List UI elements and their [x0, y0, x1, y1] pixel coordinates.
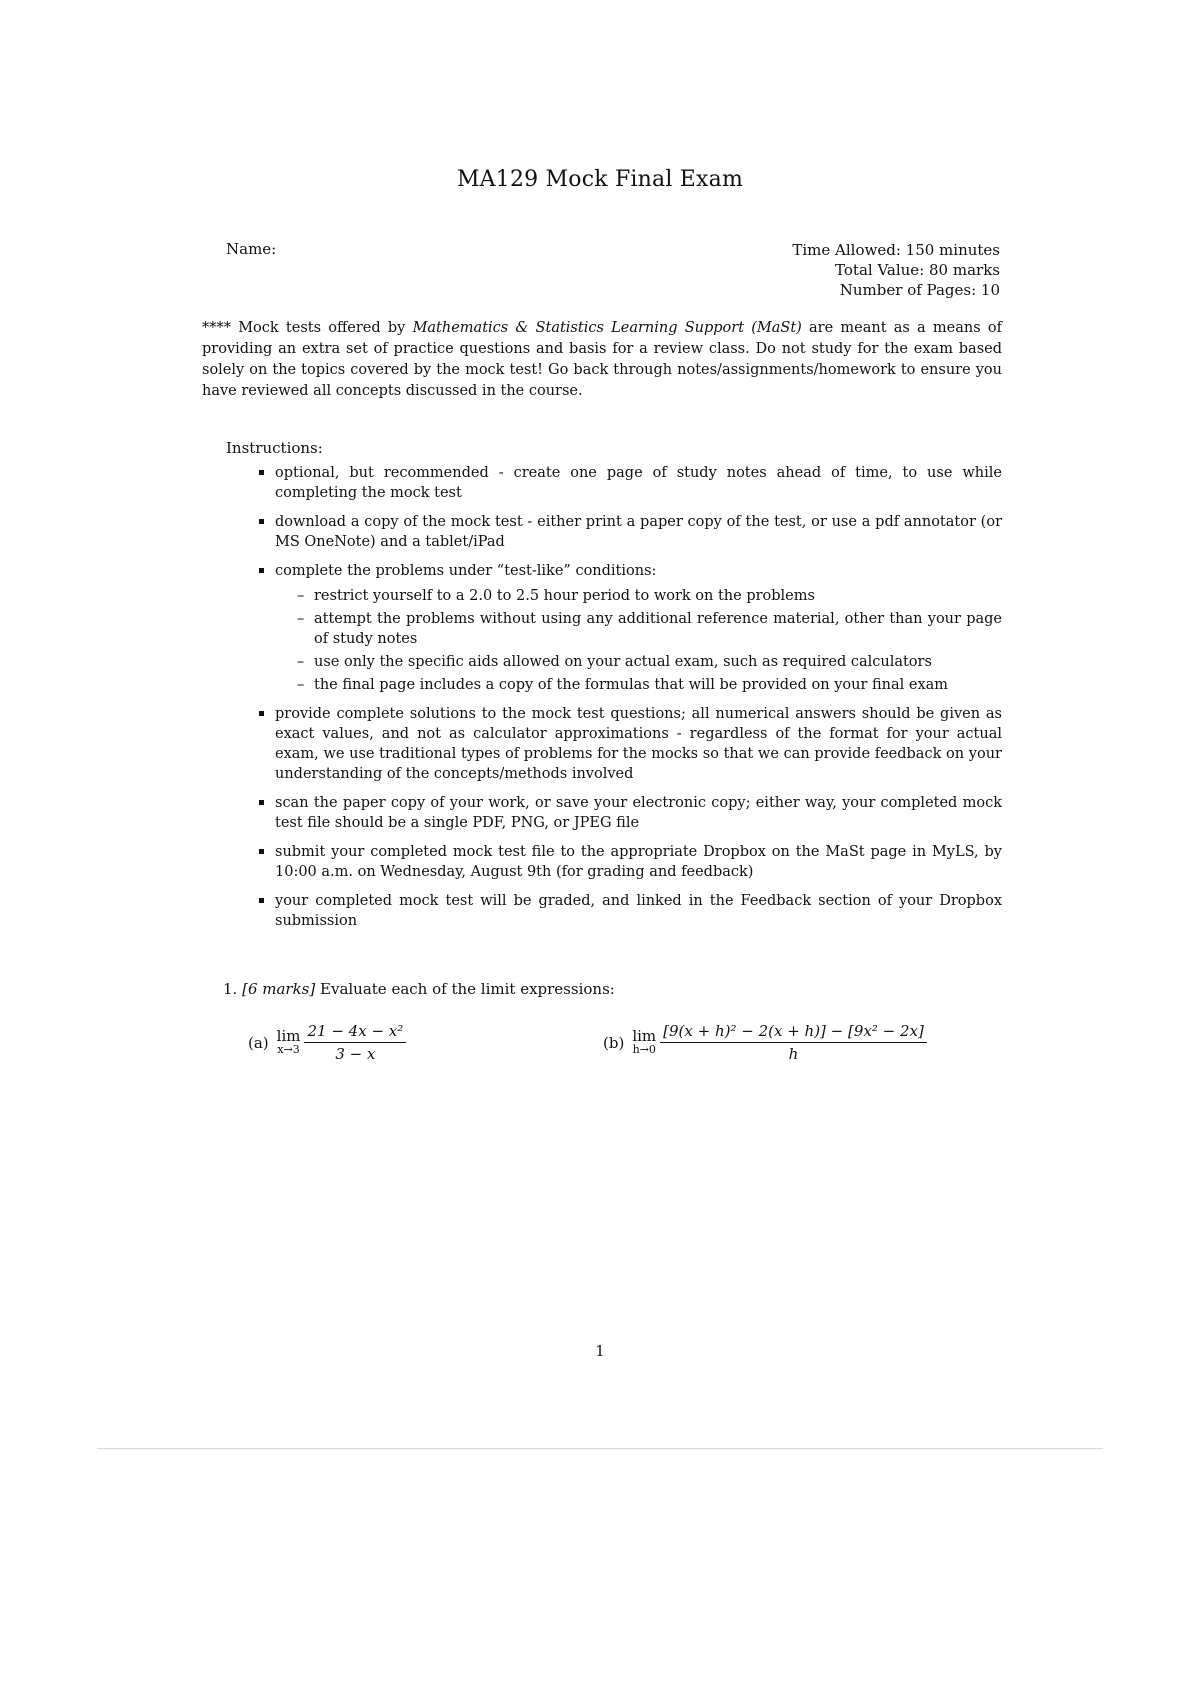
list-item: provide complete solutions to the mock test questions; all numerical answers should be given as exact values, and not as calculator approximations - regardless of the format for your actual exam, we use traditional types of problems for the mocks so that we can provide feedback on your understanding of the concepts/methods involved: [258, 704, 1002, 784]
page-title: MA129 Mock Final Exam: [456, 167, 744, 192]
sub-list-item: – the final page includes a copy of the formulas that will be provided on your final exam: [297, 675, 1002, 695]
limit-subscript: x→3: [277, 1042, 300, 1056]
instructions-list: [258, 463, 1002, 940]
list-item-text: complete the problems under “test-like” conditions:: [275, 563, 657, 579]
part-label: (a): [248, 1033, 269, 1052]
limit-subscript: h→0: [632, 1042, 656, 1056]
list-item: download a copy of the mock test - either print a paper copy of the test, or use a pdf annotator (or MS OneNote) and a tablet/iPad: [258, 512, 1002, 552]
question-1b: [603, 1022, 927, 1063]
disclaimer-suffix: are meant as a means of providing an extra set of practice questions and basis for a review class. Do not study for the exam based solely on the topics covered by the mock test! Go back through notes/assignments/homework to ensure you have reviewed all concepts discussed in the course.: [202, 320, 1002, 399]
conditions-sublist: [275, 586, 1002, 695]
page-number: 1: [595, 1342, 605, 1360]
part-label: (b): [603, 1033, 625, 1052]
sub-list-item: – use only the specific aids allowed on your actual exam, such as required calculators: [297, 652, 1002, 672]
fraction-denominator: h: [788, 1045, 799, 1063]
disclaimer-org: Mathematics & Statistics Learning Support (MaSt): [412, 320, 802, 336]
question-number: 1.: [223, 980, 238, 998]
exam-meta: [792, 240, 1000, 300]
list-item: your completed mock test will be graded, and linked in the Feedback section of your Dropbox submission: [258, 891, 1002, 931]
list-item: [258, 561, 1002, 695]
question-1: [223, 980, 615, 998]
limit-operator: [632, 1026, 657, 1057]
total-value: Total Value: 80 marks: [835, 261, 1000, 279]
disclaimer-prefix: **** Mock tests offered by: [202, 320, 413, 336]
list-item: optional, but recommended - create one page of study notes ahead of time, to use while completing the mock test: [258, 463, 1002, 503]
limit-operator: [276, 1026, 301, 1057]
sub-list-item: – restrict yourself to a 2.0 to 2.5 hour period to work on the problems: [297, 586, 1002, 606]
name-label: Name:: [226, 240, 277, 258]
instructions-heading: Instructions:: [226, 439, 323, 457]
fraction: [304, 1022, 406, 1063]
page-divider: [97, 1448, 1103, 1449]
fraction-denominator: 3 − x: [335, 1045, 376, 1063]
question-1a: [248, 1022, 406, 1063]
disclaimer-paragraph: [202, 318, 1002, 402]
sub-list-item: – attempt the problems without using any additional reference material, other than your page of study notes: [297, 609, 1002, 649]
fraction: [660, 1022, 927, 1063]
fraction-numerator: 21 − 4x − x²: [304, 1022, 406, 1043]
time-allowed: Time Allowed: 150 minutes: [792, 241, 1000, 259]
fraction-numerator: [9(x + h)² − 2(x + h)] − [9x² − 2x]: [660, 1022, 927, 1043]
limit-text: lim: [276, 1026, 301, 1045]
question-marks: [6 marks]: [242, 980, 316, 998]
list-item: scan the paper copy of your work, or save your electronic copy; either way, your completed mock test file should be a single PDF, PNG, or JPEG file: [258, 793, 1002, 833]
question-prompt: Evaluate each of the limit expressions:: [320, 980, 615, 998]
number-of-pages: Number of Pages: 10: [839, 281, 1000, 299]
list-item: submit your completed mock test file to the appropriate Dropbox on the MaSt page in MyLS, by 10:00 a.m. on Wednesday, August 9th (for grading and feedback): [258, 842, 1002, 882]
limit-text: lim: [632, 1026, 657, 1045]
